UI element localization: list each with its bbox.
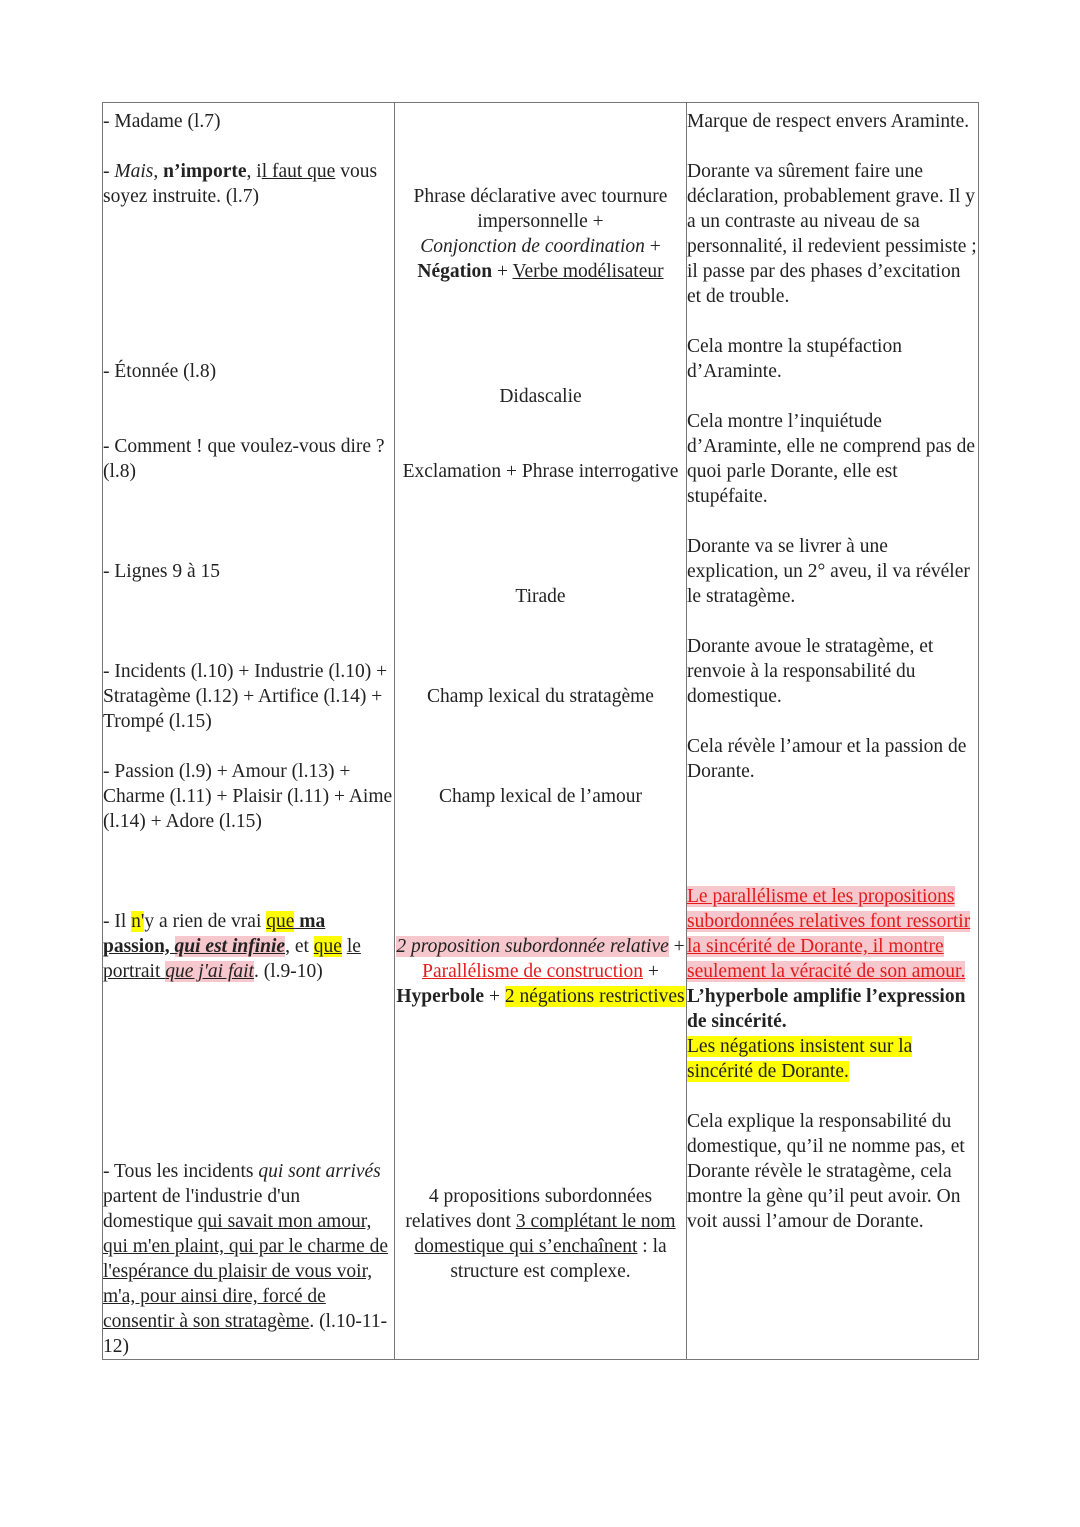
row-4-procede: Exclamation + Phrase interrogative	[402, 461, 679, 482]
row-6-citation: - Incidents (l.10) + Industrie (l.10) + Stratagème (l.12) + Artifice (l.14) + Trompé (l.15)	[103, 661, 388, 732]
row-9-procede: 4 propositions subordonnées relatives dont 3 complétant le nom domestique qui s’enchaînent : la structure est complexe.	[405, 1186, 676, 1282]
row-9-interpretation: Cela explique la responsabilité du domestique, qu’il ne nomme pas, et Dorante révèle le stratagème, cela montre la gène qu’il peut avoir. On voit aussi l’amour de Dorante.	[687, 1111, 965, 1232]
row-8-procede: 2 proposition subordonnée relative + Parallélisme de construction + Hyperbole + 2 négations restrictives	[396, 936, 685, 1007]
row-5-interpretation: Dorante va se livrer à une explication, un 2° aveu, il va révéler le stratagème.	[687, 536, 970, 607]
row-1-interpretation: Marque de respect envers Araminte.	[687, 111, 970, 132]
procede-cell	[395, 103, 687, 1360]
citation-cell	[103, 103, 395, 1360]
row-7-procede: Champ lexical de l’amour	[438, 786, 643, 807]
row-8-interpretation: Le parallélisme et les propositions subordonnées relatives font ressortir la sincérité de Dorante, il montre seulement la véracité de son amour. L’hyperbole amplifie l’expression de sincérité. Les négations insistent sur la sincérité de Dorante.	[687, 886, 971, 1082]
row-5-citation: - Lignes 9 à 15	[103, 561, 220, 582]
row-4-interpretation: Cela montre l’inquiétude d’Araminte, elle ne comprend pas de quoi parle Dorante, elle est stupéfaite.	[687, 411, 976, 507]
row-2-interpretation: Dorante va sûrement faire une déclaration, probablement grave. Il y a un contraste au niveau de sa personnalité, il redevient pessimiste ; il passe par des phases d’excitation et de trouble.	[687, 161, 977, 307]
row-8-citation: - Il n'y a rien de vrai que ma passion, qui est infinie, et que le portrait que j'ai fait. (l.9-10)	[103, 911, 361, 982]
row-5-procede: Tirade	[515, 586, 566, 607]
row-2-citation: - Mais, n’importe, il faut que vous soyez instruite. (l.7)	[103, 161, 378, 207]
row-3-citation: - Étonnée (l.8)	[103, 361, 217, 382]
analysis-table	[102, 102, 979, 1360]
table-row	[103, 103, 979, 1360]
row-9-citation: - Tous les incidents qui sont arrivés partent de l'industrie d'un domestique qui savait mon amour, qui m'en plaint, qui par le charme de l'espérance du plaisir de vous voir, m'a, pour ainsi dire, forcé de consentir à son stratagème. (l.10-11-12)	[103, 1161, 389, 1357]
row-3-interpretation: Cela montre la stupéfaction d’Araminte.	[687, 336, 902, 382]
row-3-procede: Didascalie	[499, 386, 582, 407]
row-6-interpretation: Dorante avoue le stratagème, et renvoie à la responsabilité du domestique.	[687, 636, 934, 707]
row-1-citation: - Madame (l.7)	[103, 111, 221, 132]
row-7-citation: - Passion (l.9) + Amour (l.13) + Charme (l.11) + Plaisir (l.11) + Aime (l.14) + Adore (l.15)	[103, 761, 393, 832]
row-4-citation: - Comment ! que voulez-vous dire ? (l.8)	[103, 436, 385, 482]
row-6-procede: Champ lexical du stratagème	[427, 686, 654, 707]
row-2-procede: Phrase déclarative avec tournure impersonnelle + Conjonction de coordination + Négation + Verbe modélisateur	[413, 186, 668, 282]
interpretation-cell	[687, 103, 979, 1360]
row-7-interpretation: Cela révèle l’amour et la passion de Dorante.	[687, 736, 967, 782]
